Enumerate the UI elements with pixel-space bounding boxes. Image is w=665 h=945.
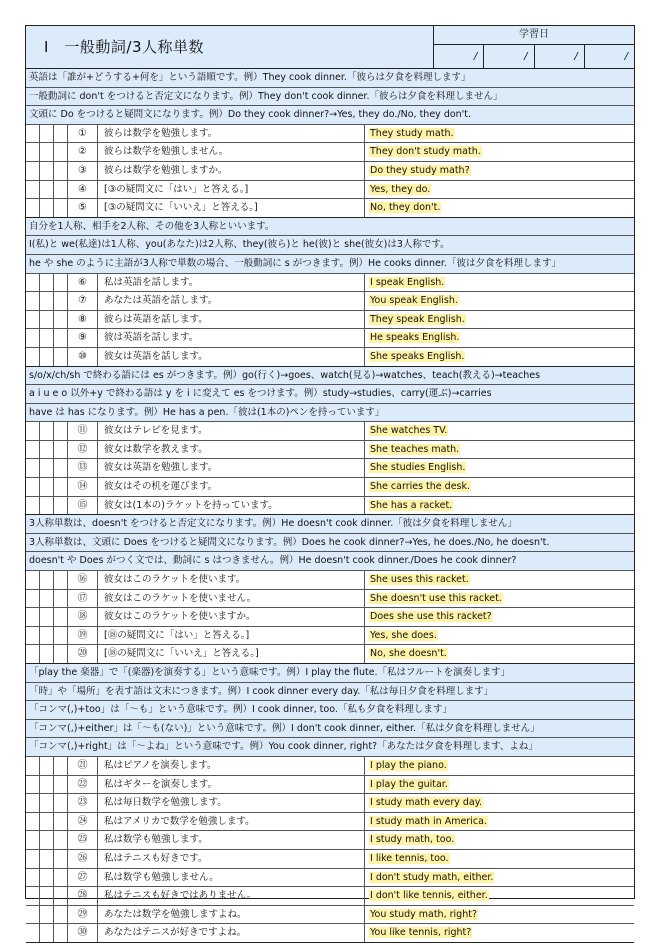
exercise-row	[26, 292, 634, 311]
exercise-number: ⑮	[68, 497, 98, 515]
check-box[interactable]	[54, 608, 68, 626]
english-answer-text: She studies English.	[370, 462, 466, 474]
check-box[interactable]	[40, 274, 54, 292]
exercise-number: ㉖	[68, 850, 98, 868]
grammar-note: 自分を1人称、相手を2人称、その他を3人称といいます。	[26, 218, 634, 237]
english-answer-text: She teaches math.	[370, 443, 460, 455]
check-box[interactable]	[54, 850, 68, 868]
exercise-number: ⑧	[68, 311, 98, 329]
study-date-box	[433, 26, 634, 68]
check-box[interactable]	[40, 608, 54, 626]
check-box[interactable]	[54, 906, 68, 924]
english-answer	[365, 162, 634, 180]
english-answer-text: I speak English.	[370, 276, 445, 288]
check-box[interactable]	[26, 199, 40, 217]
english-answer	[365, 571, 634, 589]
grammar-note: have は has になります。例）He has a pen.「彼は(1本の)ペンを持っています」	[26, 404, 634, 423]
exercise-row	[26, 813, 634, 832]
check-box[interactable]	[54, 590, 68, 608]
check-box[interactable]	[40, 329, 54, 347]
grammar-note: 3人称単数は、文頭に Does をつけると疑問文になります。例）Does he cook dinner?→Yes, he does./No, he doesn't.	[26, 534, 634, 553]
exercise-number: ⑭	[68, 478, 98, 496]
exercise-number: ⑱	[68, 608, 98, 626]
japanese-prompt: 私は数学も勉強しません。	[98, 869, 365, 887]
japanese-prompt: 彼女はその机を運びます。	[98, 478, 365, 496]
check-box[interactable]	[26, 441, 40, 459]
check-box[interactable]	[40, 181, 54, 199]
exercise-number: ①	[68, 125, 98, 143]
exercise-number: ㉗	[68, 869, 98, 887]
lesson-section	[26, 69, 634, 218]
date-slot[interactable]: /	[534, 45, 584, 68]
exercise-number: ⑦	[68, 292, 98, 310]
english-answer-text: Yes, she does.	[370, 629, 437, 641]
exercise-number: ㉘	[68, 887, 98, 905]
english-answer-text: They study math.	[370, 127, 454, 139]
english-answer-text: They speak English.	[370, 313, 465, 325]
lesson-section	[26, 515, 634, 664]
english-answer	[365, 906, 634, 924]
english-answer	[365, 645, 634, 663]
check-box[interactable]	[40, 776, 54, 794]
english-answer	[365, 887, 634, 905]
check-box[interactable]	[54, 459, 68, 477]
exercise-number: ㉚	[68, 924, 98, 942]
english-answer	[365, 794, 634, 812]
check-box[interactable]	[26, 162, 40, 180]
japanese-prompt: 彼女はこのラケットを使います。	[98, 571, 365, 589]
grammar-note: 「コンマ(,)+too」は「〜も」という意味です。例）I cook dinner, too.「私も夕食を料理します」	[26, 701, 634, 720]
exercise-number: ㉑	[68, 757, 98, 775]
english-answer	[365, 813, 634, 831]
check-box[interactable]	[40, 162, 54, 180]
english-answer-text: I study math, too.	[370, 834, 455, 846]
check-box[interactable]	[26, 274, 40, 292]
exercise-row	[26, 459, 634, 478]
check-box[interactable]	[54, 497, 68, 515]
exercise-number: ㉕	[68, 831, 98, 849]
check-box[interactable]	[40, 199, 54, 217]
check-box[interactable]	[26, 887, 40, 905]
exercise-number: ⑨	[68, 329, 98, 347]
english-answer	[365, 831, 634, 849]
english-answer-text: Do they study math?	[370, 164, 470, 176]
check-box[interactable]	[26, 143, 40, 161]
english-answer-text: No, they don't.	[370, 202, 441, 214]
exercise-row	[26, 831, 634, 850]
check-box[interactable]	[40, 143, 54, 161]
check-box[interactable]	[40, 794, 54, 812]
english-answer-text: She watches TV.	[370, 425, 448, 437]
check-box[interactable]	[26, 906, 40, 924]
check-box[interactable]	[54, 478, 68, 496]
check-box[interactable]	[40, 441, 54, 459]
exercise-number: ⑩	[68, 348, 98, 366]
check-box[interactable]	[54, 181, 68, 199]
check-box[interactable]	[40, 813, 54, 831]
date-slot[interactable]: /	[584, 45, 634, 68]
japanese-prompt: 私はギターを演奏します。	[98, 776, 365, 794]
exercise-row	[26, 794, 634, 813]
exercise-number: ⑤	[68, 199, 98, 217]
check-box[interactable]	[40, 906, 54, 924]
exercise-row	[26, 850, 634, 869]
check-box[interactable]	[26, 422, 40, 440]
japanese-prompt: 彼女は数学を教えます。	[98, 441, 365, 459]
check-box[interactable]	[40, 348, 54, 366]
check-box[interactable]	[54, 869, 68, 887]
check-box[interactable]	[26, 627, 40, 645]
english-answer	[365, 199, 634, 217]
english-answer-text: You speak English.	[370, 295, 458, 307]
date-slot[interactable]: /	[483, 45, 533, 68]
lesson-section	[26, 218, 634, 367]
check-box[interactable]	[40, 887, 54, 905]
exercise-row	[26, 311, 634, 330]
english-answer-text: I play the piano.	[370, 759, 447, 771]
english-answer-text: You like tennis, right?	[370, 927, 472, 939]
exercise-row	[26, 590, 634, 609]
grammar-note: I(私)と we(私達)は1人称、you(あなた)は2人称、they(彼ら)と he(彼)と she(彼女)は3人称です。	[26, 236, 634, 255]
english-answer	[365, 850, 634, 868]
english-answer-text: I like tennis, too.	[370, 852, 449, 864]
grammar-note: 「コンマ(,)+either」は「〜も(ない)」という意味です。例）I don't cook dinner, either.「私は夕食を料理しません」	[26, 720, 634, 739]
exercise-row	[26, 125, 634, 144]
check-box[interactable]	[26, 608, 40, 626]
lesson-sections	[26, 69, 634, 943]
japanese-prompt: あなたはテニスが好きですよね。	[98, 924, 365, 942]
check-box[interactable]	[40, 831, 54, 849]
check-box[interactable]	[26, 571, 40, 589]
check-box[interactable]	[54, 831, 68, 849]
check-box[interactable]	[40, 869, 54, 887]
exercise-row	[26, 869, 634, 888]
exercise-row	[26, 924, 634, 943]
check-box[interactable]	[40, 924, 54, 942]
japanese-prompt: [③の疑問文に「いいえ」と答える。]	[98, 199, 365, 217]
check-box[interactable]	[54, 311, 68, 329]
check-box[interactable]	[26, 292, 40, 310]
japanese-prompt: 彼女は英語を勉強します。	[98, 459, 365, 477]
english-answer-text: She has a racket.	[370, 499, 453, 511]
english-answer-text: She speaks English.	[370, 350, 465, 362]
english-answer-text: She doesn't use this racket.	[370, 592, 502, 604]
exercise-row	[26, 497, 634, 516]
exercise-number: ⑫	[68, 441, 98, 459]
exercise-row	[26, 776, 634, 795]
english-answer	[365, 924, 634, 942]
exercise-row	[26, 274, 634, 293]
study-date-cells	[434, 45, 634, 68]
exercise-row	[26, 143, 634, 162]
check-box[interactable]	[54, 162, 68, 180]
exercise-number: ㉔	[68, 813, 98, 831]
check-box[interactable]	[26, 125, 40, 143]
exercise-row	[26, 199, 634, 218]
japanese-prompt: 彼女は英語を話します。	[98, 348, 365, 366]
english-answer-text: She carries the desk.	[370, 481, 471, 493]
japanese-prompt: 私はピアノを演奏します。	[98, 757, 365, 775]
exercise-number: ④	[68, 181, 98, 199]
english-answer	[365, 608, 634, 626]
exercise-row	[26, 181, 634, 200]
check-box[interactable]	[40, 459, 54, 477]
check-box[interactable]	[26, 497, 40, 515]
grammar-note: 「play the 楽器」で「(楽器)を演奏する」という意味です。例）I play the flute.「私はフルートを演奏します」	[26, 664, 634, 683]
exercise-row	[26, 627, 634, 646]
japanese-prompt: 私は毎日数学を勉強します。	[98, 794, 365, 812]
check-box[interactable]	[54, 348, 68, 366]
check-box[interactable]	[40, 627, 54, 645]
japanese-prompt: 私はアメリカで数学を勉強します。	[98, 813, 365, 831]
grammar-note: he や she のように主語が3人称で単数の場合、一般動詞に s がつきます。例）He cooks dinner.「彼は夕食を料理します」	[26, 255, 634, 274]
exercise-number: ⑪	[68, 422, 98, 440]
check-box[interactable]	[54, 887, 68, 905]
check-box[interactable]	[40, 757, 54, 775]
check-box[interactable]	[26, 311, 40, 329]
check-box[interactable]	[54, 757, 68, 775]
check-box[interactable]	[26, 776, 40, 794]
english-answer	[365, 125, 634, 143]
english-answer-text: They don't study math.	[370, 146, 481, 158]
english-answer	[365, 776, 634, 794]
english-answer	[365, 627, 634, 645]
exercise-row	[26, 478, 634, 497]
english-answer	[365, 181, 634, 199]
check-box[interactable]	[26, 478, 40, 496]
check-box[interactable]	[54, 292, 68, 310]
check-box[interactable]	[40, 590, 54, 608]
exercise-number: ⑰	[68, 590, 98, 608]
check-box[interactable]	[40, 497, 54, 515]
grammar-note: 「時」や「場所」を表す語は文末につきます。例）I cook dinner every day.「私は毎日夕食を料理します」	[26, 683, 634, 702]
check-box[interactable]	[54, 776, 68, 794]
check-box[interactable]	[26, 869, 40, 887]
date-slot[interactable]: /	[473, 51, 478, 62]
check-box[interactable]	[40, 571, 54, 589]
exercise-number: ㉙	[68, 906, 98, 924]
english-answer	[365, 329, 634, 347]
english-answer-text: I study math in America.	[370, 815, 487, 827]
exercise-number: ③	[68, 162, 98, 180]
english-answer-text: You study math, right?	[370, 908, 477, 920]
exercise-number: ⑯	[68, 571, 98, 589]
japanese-prompt: 私は数学も勉強します。	[98, 831, 365, 849]
exercise-number: ⑥	[68, 274, 98, 292]
japanese-prompt: 彼らは数学を勉強します。	[98, 125, 365, 143]
check-box[interactable]	[40, 292, 54, 310]
exercise-number: ②	[68, 143, 98, 161]
check-box[interactable]	[54, 645, 68, 663]
exercise-row	[26, 887, 634, 906]
japanese-prompt: 彼女はテレビを見ます。	[98, 422, 365, 440]
english-answer	[365, 497, 634, 515]
japanese-prompt: 彼らは数学を勉強しません。	[98, 143, 365, 161]
grammar-note: s/o/x/ch/sh で終わる語には es がつきます。例）go(行く)→goes、watch(見る)→watches、teach(教える)→teaches	[26, 367, 634, 386]
check-box[interactable]	[54, 794, 68, 812]
exercise-row	[26, 329, 634, 348]
english-answer-text: She uses this racket.	[370, 574, 469, 586]
exercise-number: ㉒	[68, 776, 98, 794]
lesson-section	[26, 367, 634, 516]
check-box[interactable]	[40, 478, 54, 496]
check-box[interactable]	[54, 441, 68, 459]
check-box[interactable]	[26, 794, 40, 812]
check-box[interactable]	[26, 590, 40, 608]
check-box[interactable]	[26, 348, 40, 366]
japanese-prompt: 彼女は(1本の)ラケットを持っています。	[98, 497, 365, 515]
exercise-row	[26, 571, 634, 590]
grammar-note: a i u e o 以外+y で終わる語は y を i に変えて es をつけます。例）study→studies、carry(運ぶ)→carries	[26, 385, 634, 404]
grammar-note: 英語は「誰が+どうする+何を」という語順です。例）They cook dinner.「彼らは夕食を料理します」	[26, 69, 634, 88]
english-answer-text: I study math every day.	[370, 797, 483, 809]
check-box[interactable]	[26, 850, 40, 868]
english-answer-text: I play the guitar.	[370, 778, 448, 790]
check-box[interactable]	[40, 422, 54, 440]
english-answer	[365, 422, 634, 440]
japanese-prompt: [⑱の疑問文に「はい」と答える。]	[98, 627, 365, 645]
english-answer	[365, 441, 634, 459]
english-answer-text: He speaks English.	[370, 332, 460, 344]
check-box[interactable]	[40, 311, 54, 329]
english-answer-text: No, she doesn't.	[370, 648, 447, 660]
english-answer	[365, 757, 634, 775]
japanese-prompt: 彼らは数学を勉強しますか。	[98, 162, 365, 180]
exercise-number: ㉓	[68, 794, 98, 812]
check-box[interactable]	[26, 329, 40, 347]
exercise-row	[26, 906, 634, 925]
check-box[interactable]	[26, 831, 40, 849]
check-box[interactable]	[54, 813, 68, 831]
english-answer	[365, 274, 634, 292]
check-box[interactable]	[54, 274, 68, 292]
check-box[interactable]	[26, 181, 40, 199]
check-box[interactable]	[54, 125, 68, 143]
check-box[interactable]	[54, 627, 68, 645]
check-box[interactable]	[26, 924, 40, 942]
worksheet-header	[26, 26, 634, 69]
english-answer	[365, 478, 634, 496]
exercise-row	[26, 608, 634, 627]
japanese-prompt: [③の疑問文に「はい」と答える。]	[98, 181, 365, 199]
page-title: Ⅰ 一般動詞/3人称単数	[44, 38, 205, 56]
japanese-prompt: 私は英語を話します。	[98, 274, 365, 292]
exercise-number: ⑬	[68, 459, 98, 477]
grammar-note: 3人称単数は、doesn't をつけると否定文になります。例）He doesn't cook dinner.「彼は夕食を料理しません」	[26, 515, 634, 534]
english-answer-text: Does she use this racket?	[370, 611, 492, 623]
japanese-prompt: 彼は英語を話します。	[98, 329, 365, 347]
japanese-prompt: あなたは数学を勉強しますよね。	[98, 906, 365, 924]
lesson-section	[26, 664, 634, 943]
english-answer-text: Yes, they do.	[370, 183, 431, 195]
check-box[interactable]	[54, 422, 68, 440]
grammar-note: doesn't や Does がつく文では、動詞に s はつきません。例）He doesn't cook dinner./Does he cook dinner?	[26, 552, 634, 571]
japanese-prompt: 彼女はこのラケットを使いません。	[98, 590, 365, 608]
check-box[interactable]	[54, 199, 68, 217]
check-box[interactable]	[54, 329, 68, 347]
japanese-prompt: 私はテニスも好きではありません。	[98, 887, 365, 905]
japanese-prompt: 彼らは英語を話します。	[98, 311, 365, 329]
english-answer	[365, 590, 634, 608]
japanese-prompt: 彼女はこのラケットを使いますか。	[98, 608, 365, 626]
exercise-row	[26, 645, 634, 664]
english-answer-text: I don't like tennis, either.	[370, 890, 488, 902]
check-box[interactable]	[26, 813, 40, 831]
japanese-prompt: 私はテニスも好きです。	[98, 850, 365, 868]
english-answer-text: I don't study math, either.	[370, 871, 494, 883]
grammar-note: 「コンマ(,)+right」は「〜よね」という意味です。例）You cook dinner, right?「あなたは夕食を料理します、よね」	[26, 738, 634, 757]
check-box[interactable]	[54, 924, 68, 942]
english-answer	[365, 869, 634, 887]
grammar-note: 一般動詞に don't をつけると否定文になります。例）They don't cook dinner.「彼らは夕食を料理しません」	[26, 88, 634, 107]
check-box[interactable]	[40, 850, 54, 868]
english-answer	[365, 459, 634, 477]
check-box[interactable]	[54, 571, 68, 589]
japanese-prompt: [⑱の疑問文に「いいえ」と答える。]	[98, 645, 365, 663]
grammar-note: 文頭に Do をつけると疑問文になります。例）Do they cook dinner?→Yes, they do./No, they don't.	[26, 106, 634, 125]
english-answer	[365, 348, 634, 366]
exercise-number: ⑳	[68, 645, 98, 663]
study-date-label: 学習日	[434, 26, 634, 45]
exercise-row	[26, 422, 634, 441]
exercise-row	[26, 348, 634, 367]
check-box[interactable]	[26, 459, 40, 477]
english-answer	[365, 143, 634, 161]
english-answer	[365, 311, 634, 329]
worksheet	[25, 25, 635, 939]
exercise-row	[26, 162, 634, 181]
check-box[interactable]	[40, 125, 54, 143]
check-box[interactable]	[54, 143, 68, 161]
exercise-row	[26, 441, 634, 460]
japanese-prompt: あなたは英語を話します。	[98, 292, 365, 310]
check-box[interactable]	[26, 645, 40, 663]
exercise-row	[26, 757, 634, 776]
check-box[interactable]	[26, 757, 40, 775]
check-box[interactable]	[40, 645, 54, 663]
exercise-number: ⑲	[68, 627, 98, 645]
english-answer	[365, 292, 634, 310]
